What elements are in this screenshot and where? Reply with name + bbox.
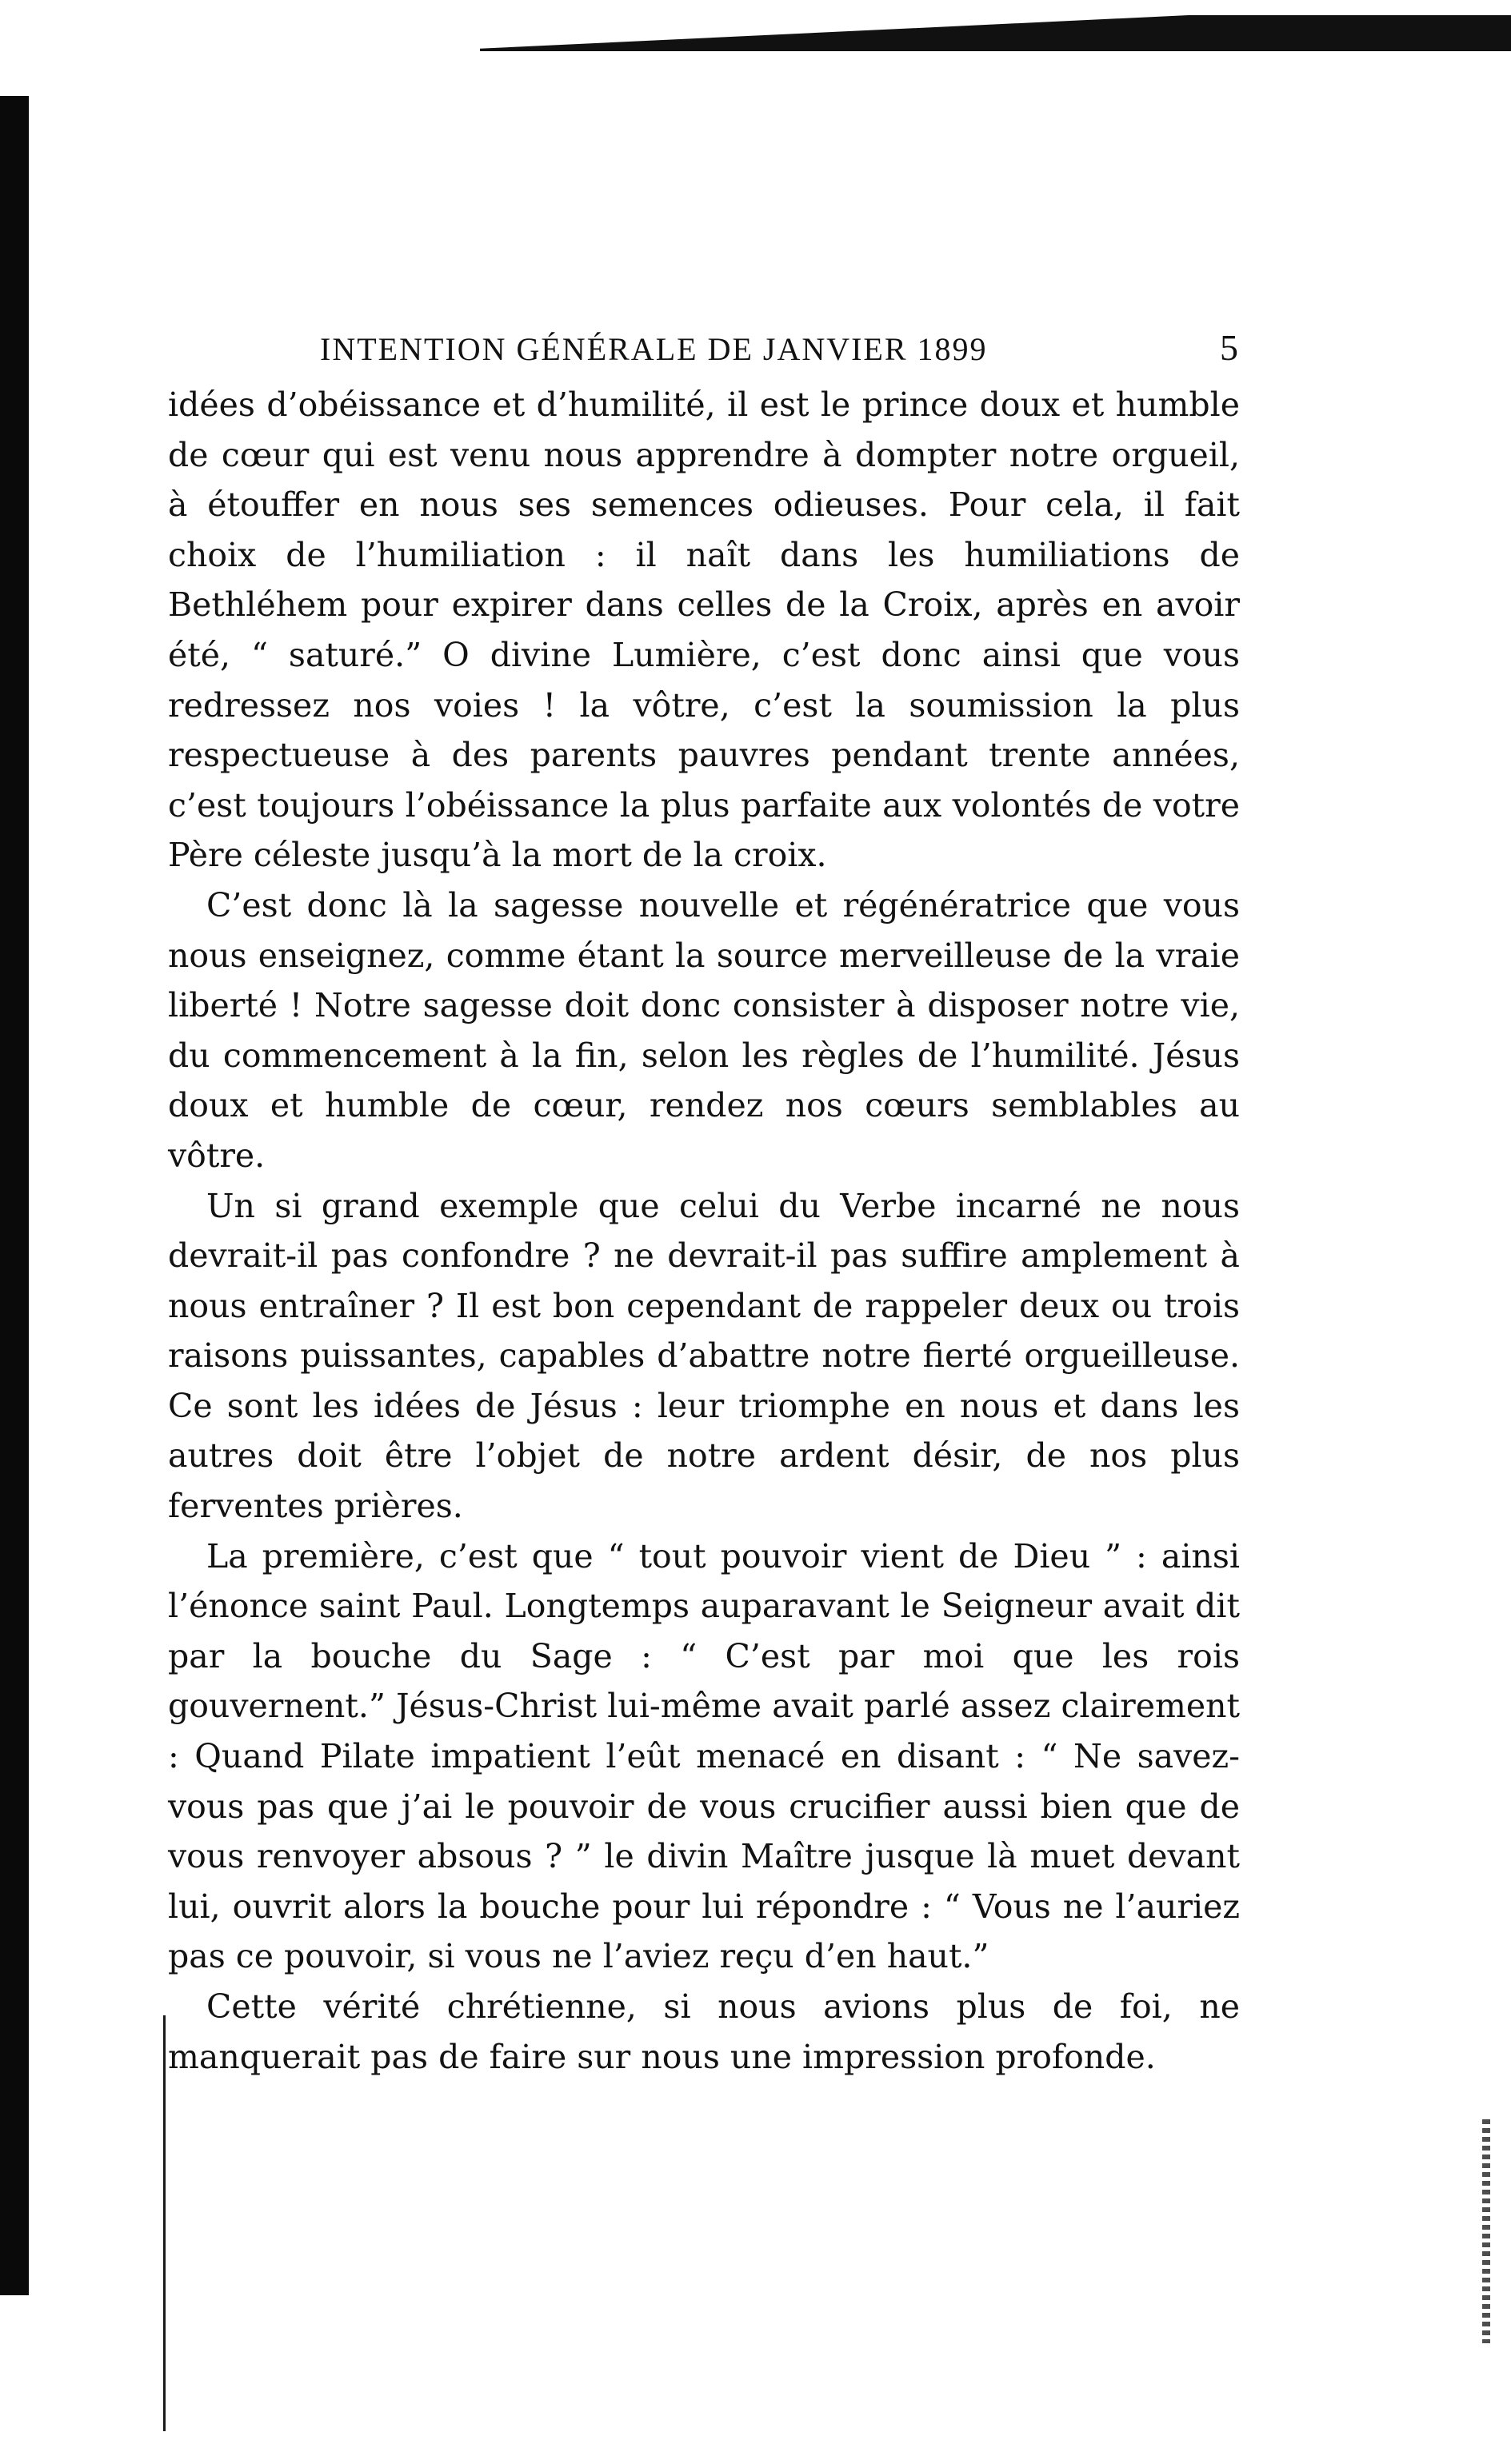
- paragraph-5: Cette vérité chrétienne, si nous avions plus de foi, ne manquerait pas de faire sur nous une impression profonde.: [168, 1987, 1240, 2076]
- scan-edge-right: [1482, 2119, 1490, 2343]
- paragraph-1: idées d’obéissance et d’humilité, il est le prince doux et humble de cœur qui est venu nous apprendre à dompter notre orgueil, à étouffer en nous ses semences odieuses. Pour cela, il fait choix de l’humiliation : il naît dans les humiliations de Bethléhem pour expirer dans celles de la Croix, après en avoir été, “ saturé.” O divine Lumière, c’est donc ainsi que vous redressez nos voies ! la vôtre, c’est la soumission la plus respectueuse à des parents pauvres pendant trente années, c’est toujours l’obéissance la plus parfaite aux volontés de votre Père céleste jusqu’à la mort de la croix.: [168, 385, 1240, 875]
- running-head: [320, 316, 1240, 380]
- scan-edge-left: [0, 96, 29, 2295]
- scan-edge-top: [480, 0, 1511, 51]
- paragraph-2: C’est donc là la sagesse nouvelle et régénératrice que vous nous enseignez, comme étant la source merveilleuse de la vraie liberté ! Notre sagesse doit donc consister à disposer notre vie, du commencement à la fin, selon les règles de l’humilité. Jésus doux et humble de cœur, rendez nos cœurs semblables au vôtre.: [168, 885, 1240, 1175]
- paragraph-4: La première, c’est que “ tout pouvoir vient de Dieu ” : ainsi l’énonce saint Paul. Longtemps auparavant le Seigneur avait dit par la bouche du Sage : “ C’est par moi que les rois gouvernent.” Jésus-Christ lui-même avait parlé assez clairement : Quand Pilate impatient l’eût menacé en disant : “ Ne savez-vous pas que j’ai le pouvoir de vous crucifier aussi bien que de vous renvoyer absous ? ” le divin Maître jusque là muet devant lui, ouvrit alors la bouche pour lui répondre : “ Vous ne l’auriez pas ce pouvoir, si vous ne l’aviez reçu d’en haut.”: [168, 1536, 1240, 1976]
- scan-edge-left-line: [163, 2015, 166, 2431]
- text-block: [168, 316, 1240, 2082]
- page-number: 5: [1220, 327, 1240, 368]
- paragraph-3: Un si grand exemple que celui du Verbe incarné ne nous devrait-il pas confondre ? ne devrait-il pas suffire amplement à nous entraîner ? Il est bon cependant de rappeler deux ou trois raisons puissantes, capables d’abattre notre fierté orgueilleuse. Ce sont les idées de Jésus : leur triomphe en nous et dans les autres doit être l’objet de notre ardent désir, de nos plus ferventes prières.: [168, 1186, 1240, 1526]
- running-title: INTENTION GÉNÉRALE DE JANVIER 1899: [320, 331, 988, 367]
